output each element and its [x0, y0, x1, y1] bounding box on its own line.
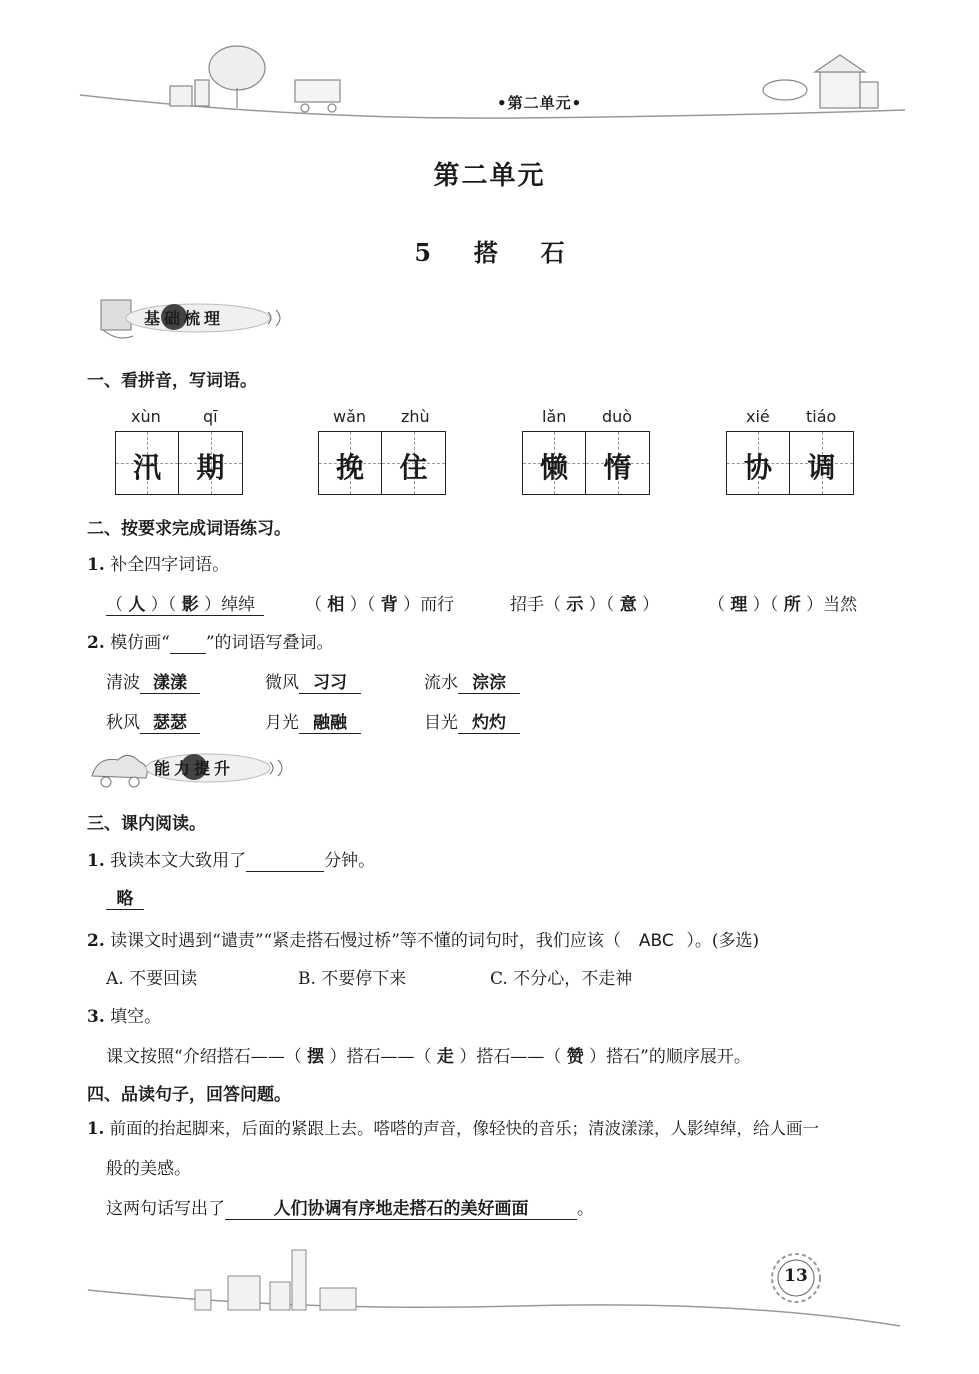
question-4-1: 1. 前面的抬起脚来，后面的紧跟上去。嗒嗒的声音，像轻快的音乐；清波漾漾，人影绰绰，给人画一 — [87, 1119, 819, 1138]
ability-badge — [88, 746, 288, 796]
section-4-heading: 四、品读句子，回答问题。 — [87, 1085, 291, 1105]
pair-answer: 融融 — [299, 708, 361, 734]
blank-answer: 人们协调有序地走搭石的美好画面 — [225, 1194, 577, 1220]
word-grid — [115, 431, 243, 495]
pair-answer: 习习 — [299, 668, 361, 694]
question-number: 1. — [87, 851, 105, 871]
pinyin: xùn — [131, 407, 161, 426]
pinyin: xié — [746, 407, 770, 426]
question-3-1: 1. 我读本文大致用了 分钟。 — [87, 851, 376, 871]
lesson-title-char-1: 搭 — [473, 238, 498, 267]
footer-decoration — [0, 1240, 979, 1374]
blank-answer: 赞 — [566, 1047, 584, 1067]
idiom-2: （ 相 ）（ 背 ）而行 — [305, 595, 455, 615]
basics-badge — [98, 296, 288, 346]
answer-char: 汛 — [132, 451, 161, 484]
basics-badge-label: 基础梳理 — [144, 309, 225, 328]
pair-answer: 灼灼 — [458, 708, 520, 734]
answer-3-1 — [106, 884, 144, 910]
pinyin: lǎn — [542, 407, 567, 426]
idiom-3: 招手（ 示 ）（ 意 ） — [510, 595, 660, 615]
idiom-fill: （ 人 ）（ 影 ）绰绰 — [106, 590, 264, 616]
question-2-1 — [87, 550, 229, 575]
answer-char: 调 — [807, 451, 836, 484]
pair: 微风 习习 — [265, 668, 361, 694]
blank-answer: 摆 — [307, 1047, 325, 1067]
question-2-2: 2. 模仿画“ ”的词语写叠词。 — [87, 633, 334, 653]
choice-answer: ABC — [638, 931, 674, 951]
pair-answer: 瑟瑟 — [140, 708, 200, 734]
ability-badge-label: 能力提升 — [154, 759, 235, 778]
answer-char: 住 — [399, 451, 428, 484]
pair-answer: 淙淙 — [458, 668, 520, 694]
question-text: 补全四字词语。 — [110, 555, 230, 575]
page-number: 13 — [784, 1266, 808, 1286]
header-decoration — [0, 0, 979, 140]
question-3-3: 3. 填空。 — [87, 1007, 162, 1027]
pair: 秋风 瑟瑟 — [106, 708, 200, 734]
pair: 清波 漾漾 — [106, 668, 200, 694]
question-number: 2. — [87, 931, 105, 951]
blank — [246, 851, 324, 872]
option-a: A. 不要回读 — [106, 969, 198, 989]
option-c: C. 不分心，不走神 — [490, 969, 633, 989]
question-3-3-body: 课文按照“介绍搭石——（ 摆 ）搭石——（ 走 ）搭石——（ 赞 ）搭石”的顺序展开。 — [106, 1047, 751, 1067]
lesson-number: 5 — [414, 238, 432, 267]
answer-char: 懒 — [539, 451, 568, 484]
pair-answer: 漾漾 — [140, 668, 200, 694]
question-number: 1. — [87, 1119, 105, 1138]
word-grid — [318, 431, 446, 495]
header-unit-label: •第二单元• — [497, 94, 583, 112]
pinyin: qī — [203, 407, 218, 426]
house-illustration — [763, 55, 878, 108]
unit-title: 第二单元 — [433, 161, 546, 191]
blank-answer: 略 — [106, 884, 144, 910]
word-grid — [726, 431, 854, 495]
lesson-title-char-2: 石 — [540, 238, 565, 267]
pair: 月光 融融 — [265, 708, 361, 734]
answer-char: 挽 — [335, 451, 364, 484]
section-3-heading: 三、课内阅读。 — [87, 814, 206, 834]
question-number: 1. — [87, 555, 105, 575]
blank-answer: 走 — [436, 1047, 454, 1067]
idiom-1 — [106, 590, 264, 616]
question-number: 3. — [87, 1007, 105, 1027]
pinyin: tiáo — [806, 407, 837, 426]
question-4-1-line2: 般的美感。 — [106, 1159, 191, 1179]
pinyin: duò — [602, 407, 633, 426]
section-2-heading: 二、按要求完成词语练习。 — [87, 519, 291, 539]
answer-char: 期 — [196, 451, 225, 484]
option-b: B. 不要停下来 — [298, 969, 407, 989]
pinyin: zhù — [401, 407, 430, 426]
word-grid — [522, 431, 650, 495]
sample-underline — [170, 633, 206, 654]
question-3-2: 2. 读课文时遇到“谴责”“紧走搭石慢过桥”等不懂的词句时，我们应该（ ABC ）。(多选) — [87, 931, 760, 951]
lesson-title — [0, 233, 979, 268]
answer-char: 惰 — [603, 451, 632, 484]
pair: 目光 灼灼 — [424, 708, 520, 734]
question-4-1-answer: 这两句话写出了 人们协调有序地走搭石的美好画面 。 — [106, 1194, 594, 1220]
question-number: 2. — [87, 633, 105, 653]
pinyin: wǎn — [333, 407, 367, 426]
answer-char: 协 — [743, 451, 772, 484]
section-1-heading: 一、看拼音，写词语。 — [87, 371, 257, 391]
idiom-4: （ 理 ）（ 所 ）当然 — [708, 595, 858, 615]
pair: 流水 淙淙 — [424, 668, 520, 694]
tree-illustration — [170, 46, 340, 112]
